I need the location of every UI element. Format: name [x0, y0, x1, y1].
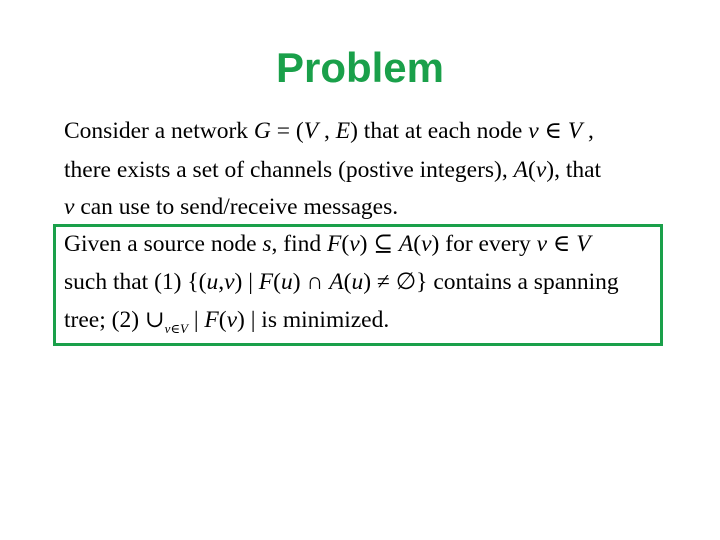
body-line-network: Consider a network G = (V , E) that at each node v ∈ V ,	[64, 118, 594, 144]
highlight-line-objective: tree; (2) $\cup_{v\in V}$ | F(v) | is minimized.	[64, 307, 390, 336]
slide-title: Problem	[275, 44, 445, 91]
highlight-line-condition: such that (1) {(u,v) | F(u) ∩ A(u) ≠ ∅} contains a spanning	[64, 269, 619, 295]
body-line-channels: there exists a set of channels (postive integers), A(v), that	[64, 157, 602, 183]
body-line-messages: v can use to send/receive messages.	[64, 194, 399, 220]
highlight-line-source: Given a source node s, find F(v) ⊆ A(v) for every v ∈ V	[64, 231, 591, 257]
